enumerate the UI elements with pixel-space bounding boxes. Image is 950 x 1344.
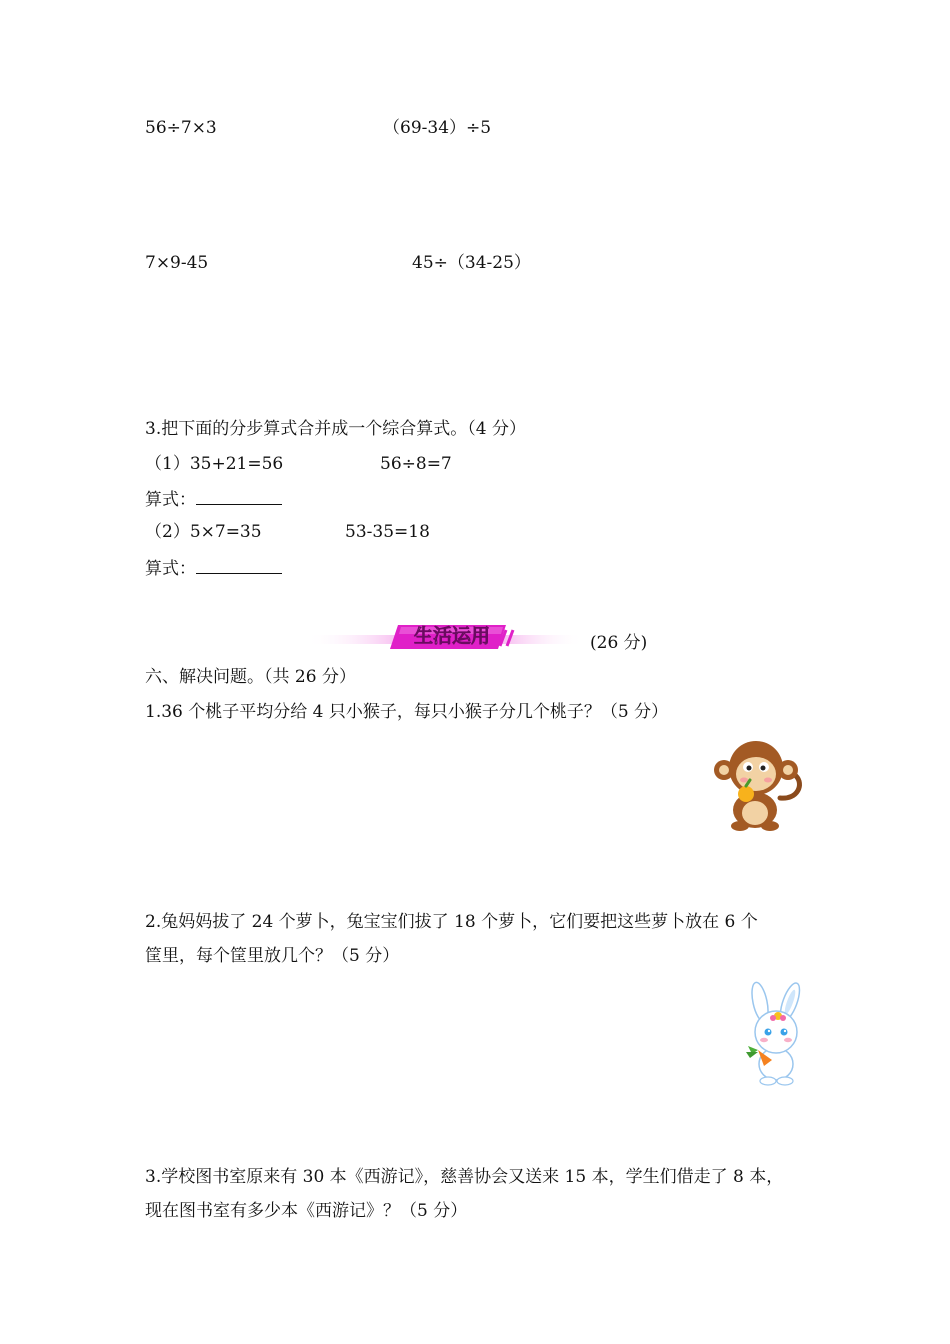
banner-title: 生活运用 xyxy=(413,625,490,647)
rabbit-icon xyxy=(738,980,808,1086)
answer-label: 算式： xyxy=(145,490,196,510)
answer-row-1 xyxy=(145,490,282,509)
section-score: (26 分) xyxy=(590,633,648,653)
problem-3-line-1: 3.学校图书室原来有 30 本《西游记》，慈善协会又送来 15 本，学生们借走了 8 本， xyxy=(145,1167,784,1187)
step-2-a: （2）5×7=35 xyxy=(145,522,262,542)
problem-1: 1.36 个桃子平均分给 4 只小猴子，每只小猴子分几个桃子？（5 分） xyxy=(145,702,669,722)
problem-2-line-1: 2.兔妈妈拔了 24 个萝卜，兔宝宝们拔了 18 个萝卜，它们要把这些萝卜放在 6 个 xyxy=(145,912,758,932)
monkey-icon xyxy=(710,740,806,832)
step-2-b: 53-35=18 xyxy=(345,522,430,542)
answer-row-2 xyxy=(145,559,282,578)
question-3-title: 3.把下面的分步算式合并成一个综合算式。（4 分） xyxy=(145,419,526,439)
step-1-a: （1）35+21=56 xyxy=(145,454,284,474)
answer-label: 算式： xyxy=(145,559,196,579)
expression-3: 7×9-45 xyxy=(145,253,209,273)
step-1-b: 56÷8=7 xyxy=(380,454,452,474)
section-heading: 六、解决问题。（共 26 分） xyxy=(145,667,356,687)
expression-4: 45÷（34-25） xyxy=(412,253,531,273)
expression-2: （69-34）÷5 xyxy=(383,118,492,138)
problem-3-line-2: 现在图书室有多少本《西游记》？（5 分） xyxy=(145,1201,468,1221)
section-banner xyxy=(306,622,586,652)
expression-1: 56÷7×3 xyxy=(145,118,217,138)
answer-blank[interactable] xyxy=(196,490,282,505)
problem-2-line-2: 筐里，每个筐里放几个？（5 分） xyxy=(145,946,400,966)
answer-blank[interactable] xyxy=(196,559,282,574)
